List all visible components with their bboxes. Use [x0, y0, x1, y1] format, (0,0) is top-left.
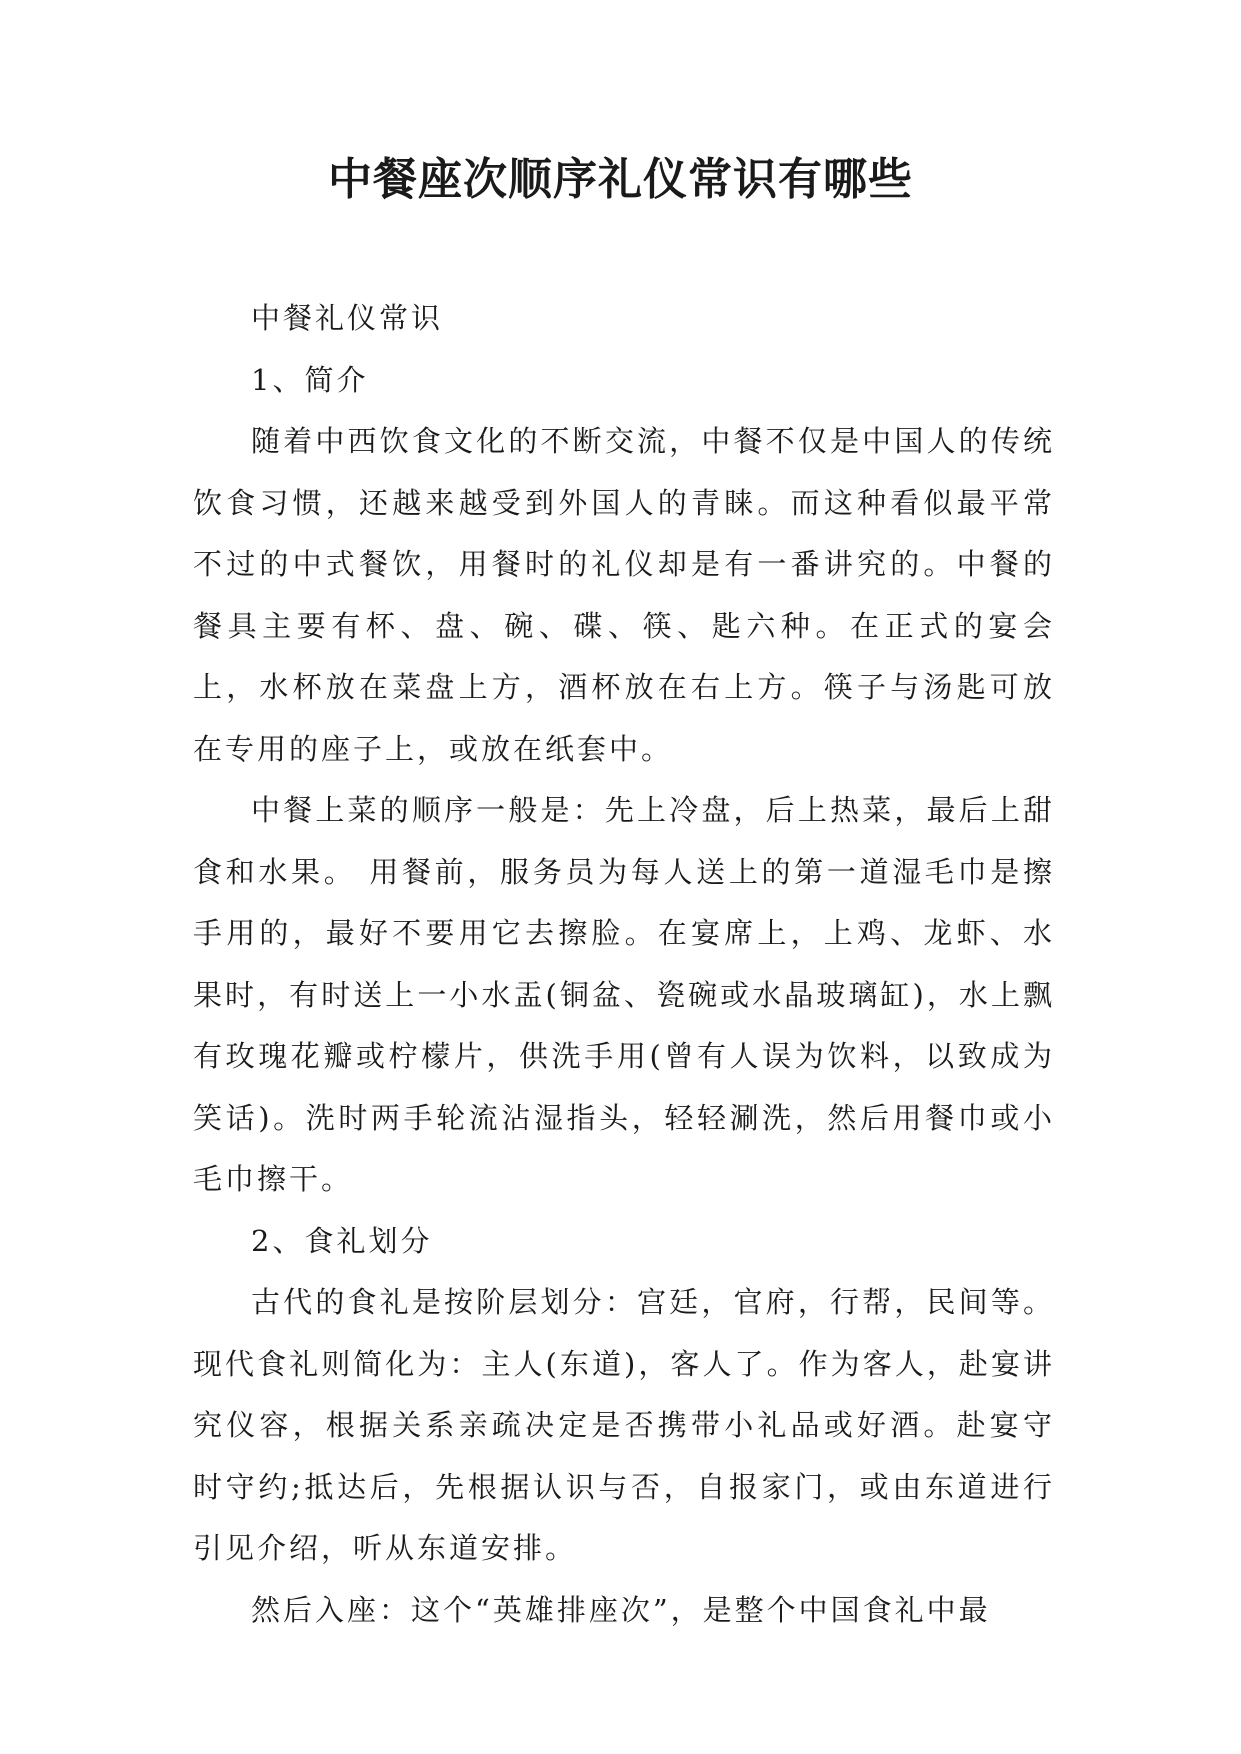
section-heading: 2、食礼划分	[251, 1223, 433, 1258]
document-title: 中餐座次顺序礼仪常识有哪些	[328, 154, 913, 205]
paragraph: 然后入座：这个“英雄排座次”，是整个中国食礼中最	[251, 1592, 991, 1627]
section-heading: 1、简介	[251, 362, 369, 397]
section-heading: 中餐礼仪常识	[251, 301, 444, 335]
paragraph: 随着中西饮食文化的不断交流，中餐不仅是中国人的传统饮食习惯，还越来越受到外国人的青睐。而这种看似最平常不过的中式餐饮，用餐时的礼仪却是有一番讲究的。中餐的餐具主要有杯、盘、碗、碟、筷、匙六种。在正式的宴会上，水杯放在菜盘上方，酒杯放在右上方。筷子与汤匙可放在专用的座子上，或放在纸套中。	[193, 424, 1055, 766]
document-body	[193, 288, 1055, 1641]
paragraph: 中餐上菜的顺序一般是：先上冷盘，后上热菜，最后上甜食和水果。 用餐前，服务员为每人送上的第一道湿毛巾是擦手用的，最好不要用它去擦脸。在宴席上，上鸡、龙虾、水果时，有时送上一小水盂(铜盆、瓷碗或水晶玻璃缸)，水上飘有玫瑰花瓣或柠檬片，供洗手用(曾有人误为饮料，以致成为笑话)。洗时两手轮流沾湿指头，轻轻涮洗，然后用餐巾或小毛巾擦干。	[193, 793, 1055, 1196]
paragraph: 古代的食礼是按阶层划分：宫廷，官府，行帮，民间等。现代食礼则简化为：主人(东道)，客人了。作为客人，赴宴讲究仪容，根据关系亲疏决定是否携带小礼品或好酒。赴宴守时守约;抵达后，先根据认识与否，自报家门，或由东道进行引见介绍，听从东道安排。	[193, 1285, 1055, 1565]
